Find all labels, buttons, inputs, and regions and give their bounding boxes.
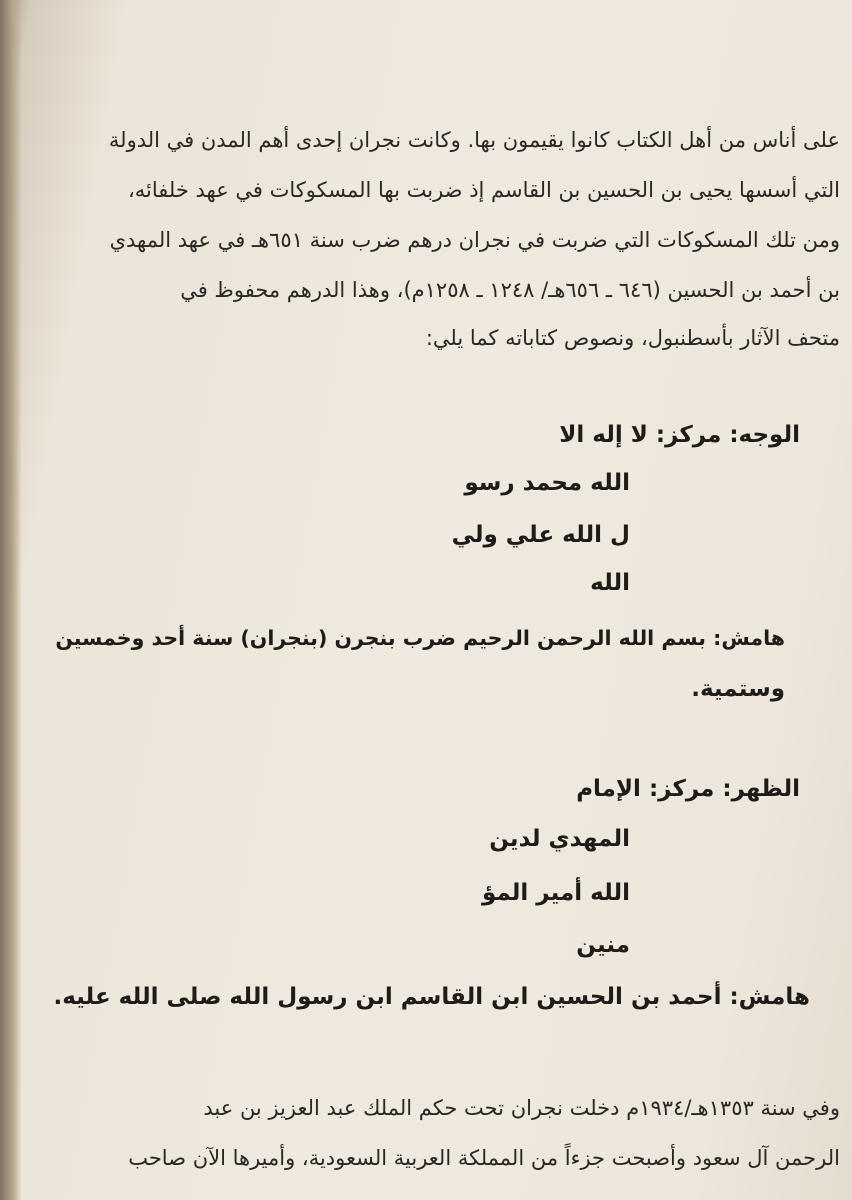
obverse-margin-line-1: هامش: بسم الله الرحمن الرحيم ضرب بنجرن (بنجران) سنة أحد وخمسين: [55, 626, 785, 650]
reverse-center-line-1: المهدي لدين: [489, 826, 630, 852]
paragraph2-line-2: الرحمن آل سعود وأصبحت جزءاً من المملكة العربية السعودية، وأميرها الآن صاحب: [128, 1146, 840, 1170]
obverse-center-line-3: الله: [590, 570, 630, 596]
reverse-margin-line: هامش: أحمد بن الحسين ابن القاسم ابن رسول الله صلى الله عليه.: [53, 984, 810, 1010]
book-page: [40, 0, 840, 1200]
paragraph1-line-2: التي أسسها يحيى بن الحسين بن القاسم إذ ضربت بها المسكوكات في عهد خلفائه،: [128, 178, 840, 202]
paragraph1-line-1: على أناس من أهل الكتاب كانوا يقيمون بها. وكانت نجران إحدى أهم المدن في الدولة: [108, 128, 840, 152]
paragraph1-line-5: متحف الآثار بأسطنبول، ونصوص كتاباته كما يلي:: [425, 326, 840, 350]
reverse-center-line-3: منين: [576, 932, 630, 958]
paragraph2-line-1: وفي سنة ١٣٥٣هـ/١٩٣٤م دخلت نجران تحت حكم الملك عبد العزيز بن عبد: [203, 1096, 840, 1120]
page-binding-shadow: [0, 0, 22, 1200]
reverse-center-label: الظهر: مركز: الإمام: [576, 776, 800, 802]
obverse-margin-line-2: وستمية.: [691, 676, 785, 702]
obverse-center-label: الوجه: مركز: لا إله الا: [559, 422, 800, 448]
obverse-center-line-2: ل الله علي ولي: [451, 522, 630, 548]
paragraph1-line-3: ومن تلك المسكوكات التي ضربت في نجران درهم ضرب سنة ٦٥١هـ في عهد المهدي: [109, 228, 840, 252]
reverse-center-line-2: الله أمير المؤ: [481, 880, 630, 906]
obverse-center-line-1: الله محمد رسو: [464, 470, 630, 496]
paragraph1-line-4: بن أحمد بن الحسين (٦٤٦ ـ ٦٥٦هـ/ ١٢٤٨ ـ ١٢٥٨م)، وهذا الدرهم محفوظ في: [180, 278, 840, 302]
